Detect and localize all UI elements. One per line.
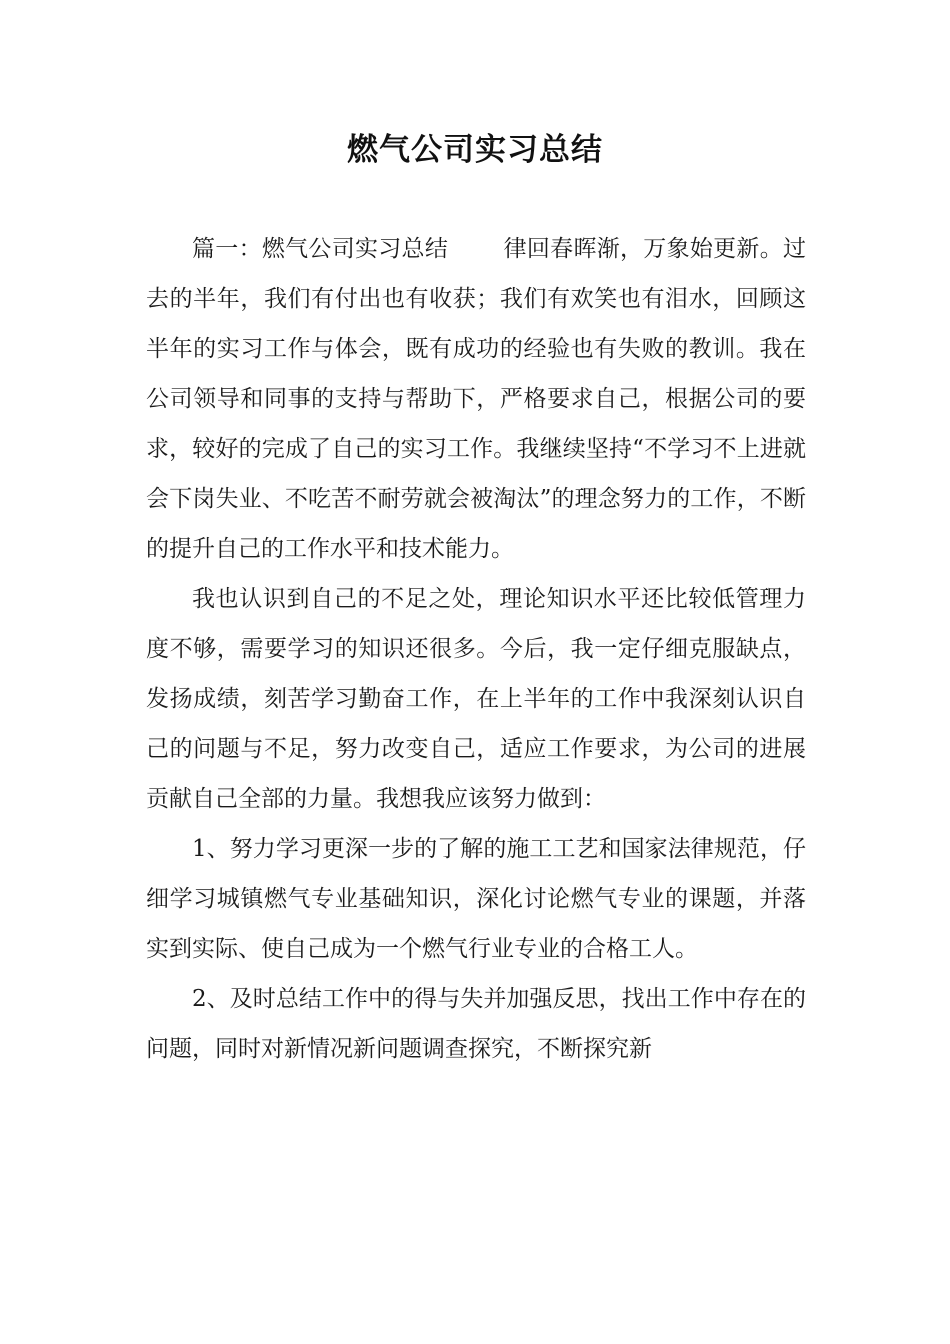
paragraph-text: 律回春晖渐，万象始更新。过去的半年，我们有付出也有收获；我们有欢笑也有泪水，回顾这半年的实习工作与体会，既有成功的经验也有失败的教训。我在公司领导和同事的支持与帮助下，严格要求自己，根据公司的要求，较好的完成了自己的实习工作。我继续坚持“不学习不上进就会下岗失业、不吃苦不耐劳就会被淘汰”的理念努力的工作，不断的提升自己的工作水平和技术能力。 — [146, 236, 807, 562]
document-body — [146, 224, 806, 1074]
document-title: 燃气公司实习总结 — [347, 132, 603, 168]
paragraph-2: 我也认识到自己的不足之处，理论知识水平还比较低管理力度不够，需要学习的知识还很多。今后，我一定仔细克服缺点，发扬成绩，刻苦学习勤奋工作，在上半年的工作中我深刻认识自己的问题与不足，努力改变自己，适应工作要求，为公司的进展贡献自己全部的力量。我想我应该努力做到： — [146, 586, 806, 812]
section-label: 篇一：燃气公司实习总结 — [192, 236, 449, 262]
paragraph-3: 1、努力学习更深一步的了解的施工工艺和国家法律规范，仔细学习城镇燃气专业基础知识，深化讨论燃气专业的课题，并落实到实际、使自己成为一个燃气行业专业的合格工人。 — [146, 836, 806, 962]
paragraph-1 — [146, 224, 806, 574]
paragraph-4: 2、及时总结工作中的得与失并加强反思，找出工作中存在的问题，同时对新情况新问题调查探究，不断探究新 — [146, 986, 806, 1062]
